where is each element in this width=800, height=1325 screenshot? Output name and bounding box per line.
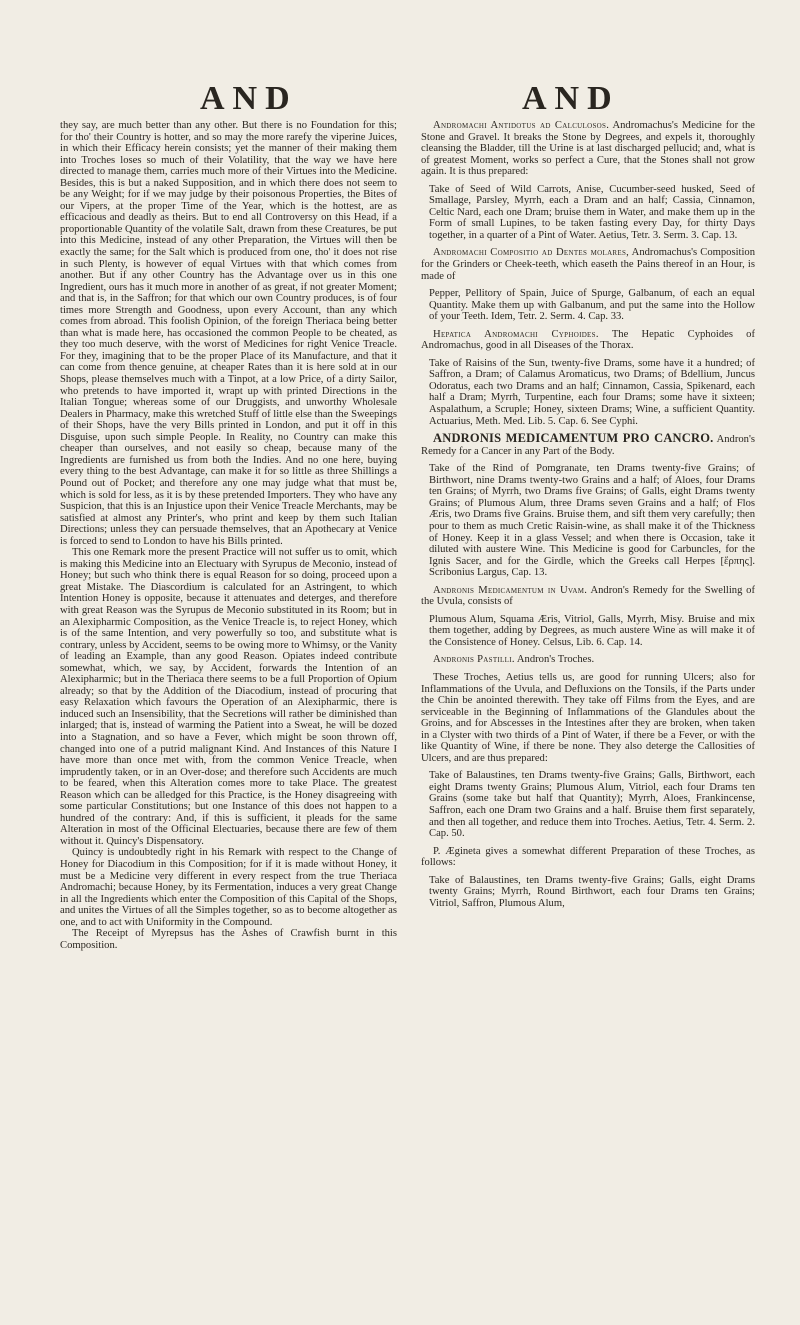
entry-heading: Hepatica Andromachi Cyphoides. [433,328,599,340]
recipe: Take of the Rind of Pomgranate, ten Drams twenty-five Grains; of Birthwort, nine Drams twenty-two Grains and a half; of Aloes, four Drams ten Grains; of Myrrh, two Drams five Grains; of Galls, eight Drams twenty Grains; of Plumous Alum, three Drams seven Grains and a half; of Flos Æris, two Drams five Grains. Bruise them, and sift them very carefully; then pour to them as much Cretic Raisin-wine, as shall make it of the Thickness of Honey. Keep it in a glass Vessel; and when there is Occasion, take it diluted with austere Wine. This Medicine is good for Carbuncles, for the Ignis Sacer, and for the Girdle, which the Greeks call Herpes [ἕρπης]. Scribonius Largus, Cap. 13. [429,463,755,579]
left-column [60,120,397,1315]
entry-hepatica [421,329,755,352]
running-header [0,80,800,120]
entry-text: Andron's Remedy for a Cancer in any Part of the Body. [421,434,755,457]
entry-text: Andromachus's Medicine for the Stone and Gravel. It breaks the Stone by Degrees, and expels it, thoroughly cleansing the Bladder, till the Urine is at last discharged pellucid; and, what is of greatest Moment, works so perfect a Cure, that the Stones shall not grow again. It is thus prepared: [421,120,755,178]
recipe: Take of Raisins of the Sun, twenty-five Drams, some have it a hundred; of Saffron, a Dram; of Calamus Aromaticus, two Drams; of Bdellium, Juncus Odoratus, each two Drams and an half; Cinnamon, Cassia, Spikenard, each half a Dram; Myrrh, Turpentine, each four Drams; some have it sixteen; Aspalathum, a Scruple; Honey, sixteen Drams; Wine, a sufficient Quantity. Actuarius, Meth. Med. Lib. 5. Cap. 6. See Cyphi. [429,357,755,427]
entry-heading: Andromachi Antidotus ad Calculosos. [433,120,610,131]
entry-andronis-uvam [421,585,755,608]
recipe: Take of Balaustines, ten Drams twenty-five Grains; Galls, Birthwort, each eight Drams twenty Grains; Plumous Alum, Vitriol, each four Drams ten Grains (some take but half that Quantity); Myrrh, Aloes, Frankincense, Saffron, each one Dram two Grains and a half. Bruise them first separately, and then all together, and reduce them into Troches. Aetius, Tetr. 4. Serm. 2. Cap. 50. [429,770,755,840]
entry-andronis-pastilli [421,654,755,666]
header-word-left: AND [200,80,298,117]
entry-heading: Andronis Medicamentum in Uvam. [433,584,588,596]
entry-andronis-cancro [421,433,755,457]
paragraph: This one Remark more the present Practice will not suffer us to omit, which is making this Medicine into an Electuary with Syrupus de Meconio, instead of Honey; but such who think there is equal Reason for so doing, proceed upon a great Mistake. The Diascordium is calculated for an Astringent, to which Intention Honey is opposite, because it attenuates and deterges, and therefore with great Reason was the Syrupus de Meconio substituted in its Room; but in an Alexipharmic Composition, as the Venice Treacle is, to reject Honey, which is of the same Intention, and very powerfully so too, and substitute what is contrary, unless by Accident, seems to be owing more to Whimsy, or the Vanity of leading an Example, than any good Reason. Opiates indeed contribute somewhat, which, we say, by Accident, forwards the Intention of an Alexipharmic; but in the Theriaca there seems to be a full Proportion of Opium already; so that by the Addition of the Diacodium, instead of procuring that easy Relaxation which favours the Operation of an Alexipharmic, there is induced such an Insensibility, that the Secretions will rather be diminished than inlarged; that is, instead of warming the Patient into a Sweat, he will be dozed into a Stagnation, and so have a Fever, which might be soon thrown off, changed into one of a putrid malignant Kind. And Instances of this Nature I have more than once met with, from the common Venice Treacle, when imprudently taken, or in an Over-dose; and therefore such Accidents are much to be feared, when this Alteration comes more to take Place. The greatest Reason which can be alledged for this Practice, is the Honey disagreeing with some particular Constitutions; but one Instance of this does not happen to a hundred of the contrary: And, if this is sufficient, it pleads for the same Alteration in most of the Officinal Electuaries, because there are few of them without it. Quincy's Dispensatory. [60,547,397,847]
entry-heading: Andronis Pastilli. [433,654,515,666]
entry-text: Andron's Remedy for the Swelling of the Uvula, consists of [421,584,755,608]
recipe: Take of Balaustines, ten Drams twenty-five Grains; Galls, eight Drams twenty Grains; Myrrh, Round Birthwort, each four Drams ten Grains; Vitriol, Saffron, Plumous Alum, [429,874,755,909]
recipe: Plumous Alum, Squama Æris, Vitriol, Galls, Myrrh, Misy. Bruise and mix them together, adding by Degrees, as much austere Wine as will make it of the Consistence of Honey. Celsus, Lib. 6. Cap. 14. [429,613,755,648]
entry-heading: ANDRONIS MEDICAMENTUM PRO CANCRO. [433,431,714,446]
paragraph: The Receipt of Myrepsus has the Ashes of Crawfish burnt in this Composition. [60,928,397,951]
recipe: Take of Seed of Wild Carrots, Anise, Cucumber-seed husked, Seed of Smallage, Parsley, Myrrh, each a Dram and an half; Cassia, Cinnamon, Celtic Nard, each one Dram; bruise them in Water, and make them up in the Form of small Lupines, to be taken fasting every Day, for thirty Days together, in a quarter of a Pint of Water. Aetius, Tetr. 3. Serm. 3. Cap. 13. [429,183,755,241]
paragraph: P. Ægineta gives a somewhat different Preparation of these Troches, as follows: [421,845,755,869]
entry-text: The Hepatic Cyphoides of Andromachus, good in all Diseases of the Thorax. [421,328,755,352]
entry-text: Andromachus's Composition for the Grinders or Cheek-teeth, which easeth the Pains thereof in an Hour, is made of [421,247,755,282]
paragraph: they say, are much better than any other. But there is no Foundation for this; for tho' their Country is hotter, and so may the more rarefy the viperine Juices, in which their Efficacy herein consists; yet the manner of their making them into Troches loses so much of their Volatility, that the way we have here directed to manage them, carries much more of their Virtues into the Medicine. Besides, this is but a naked Supposition, and in which there does not seem to be any Weight; for if we may judge by their poisonous Properties, the Bites of our Vipers, at the proper Time of the Year, which is the hottest, are as efficacious and deadly as theirs. But to end all Controversy on this Head, if a proportionable Quantity of the volatile Salt, drawn from these Creatures, be put into this Medicine, instead of any other Preparation, the Virtues will then be exactly the same; for the Salt which is produced from one, tho' it does not rise in such Plenty, is however of equal Virtues with that which comes from another. But if any other Country has the Advantage over us in this one Ingredient, ours has it much more in another of as great, if not greater Moment; and that is, in the Saffron; for that which our own Country produces, is of four times more Strength and Goodness, upon every Account, than any which comes from abroad. This foolish Opinion, of the foreign Theriaca being better than what is made here, has occasioned the common People to be cheated, as they too much deserve, with the worst of Medicines for right Venice Treacle. For they, imagining that to be the proper Place of its Manufacture, and that it can come from thence genuine, at cheaper Rates than it is here sold at in our Shops, please themselves much with a Tinpot, at a low Price, of a dirty Sailor, who pretends to have imported it, wrapt up with printed Directions in the Italian Tongue; whereas some of our Druggists, and unworthy Wholesale Dealers in Pharmacy, make this wretched Stuff of little else than the Sweepings of their Shops, have the very Bills printed in London, and put it off in this Disguise, upon such simple People. In Reality, no Country can make this cheaper than ourselves, and not easily so cheap, because many of the Ingredients are furnished us from both the Indies. And no one here, buying every thing to the best Advantage, can make it for so little as three Shillings a Pound out of Pocket; and therefore any one may judge what that must be, which is sold for less, as it is by these pretended Importers. They who have any Suspicion, that this is an Injustice upon their Venice Treacle Merchants, may be satisfied at almost any Printer's, who print and keep by them such Italian Directions; unless they can persuade themselves, that an Apothecary at Venice is forced to send to London to have his Bills printed. [60,120,397,547]
entry-andromachi-antidotus [421,120,755,178]
entry-heading: Andromachi Compositio ad Dentes molares, [433,247,630,259]
entry-text: Andron's Troches. [516,654,595,666]
header-word-right: AND [522,80,620,117]
entry-andromachi-compositio [421,247,755,282]
recipe: Pepper, Pellitory of Spain, Juice of Spurge, Galbanum, of each an equal Quantity. Make them up with Galbanum, and put the same into the Hollow of your Teeth. Idem, Tetr. 2. Serm. 4. Cap. 33. [429,288,755,323]
right-column [421,120,755,1315]
paragraph: Quincy is undoubtedly right in his Remark with respect to the Change of Honey for Diacodium in this Composition; for if it is made without Honey, it must be a Medicine very different in every respect from the true Theriaca Andromachi; because Honey, by its Fermentation, induces a very great Change in all the Ingredients which enter the Composition of this Capital of the Shops, and unites the Virtues of all the Simples together, so as to become altogether as one, and to act with Uniformity in the Compound. [60,847,397,928]
paragraph: These Troches, Aetius tells us, are good for running Ulcers; also for Inflammations of the Uvula, and Defluxions on the Tonsils, if the Parts under the Chin be anointed therewith. They take off Films from the Eyes, and are serviceable in the Beginning of Inflammations of the Glandules about the Groins, and for Abscesses in the Intestines after they are broken, when taken in a Clyster with two thirds of a Pint of Water, if there be a Fever, or with the like Quantity of Wine, if there be none. They also deterge the Callosities of Ulcers, and are thus prepared: [421,671,755,764]
